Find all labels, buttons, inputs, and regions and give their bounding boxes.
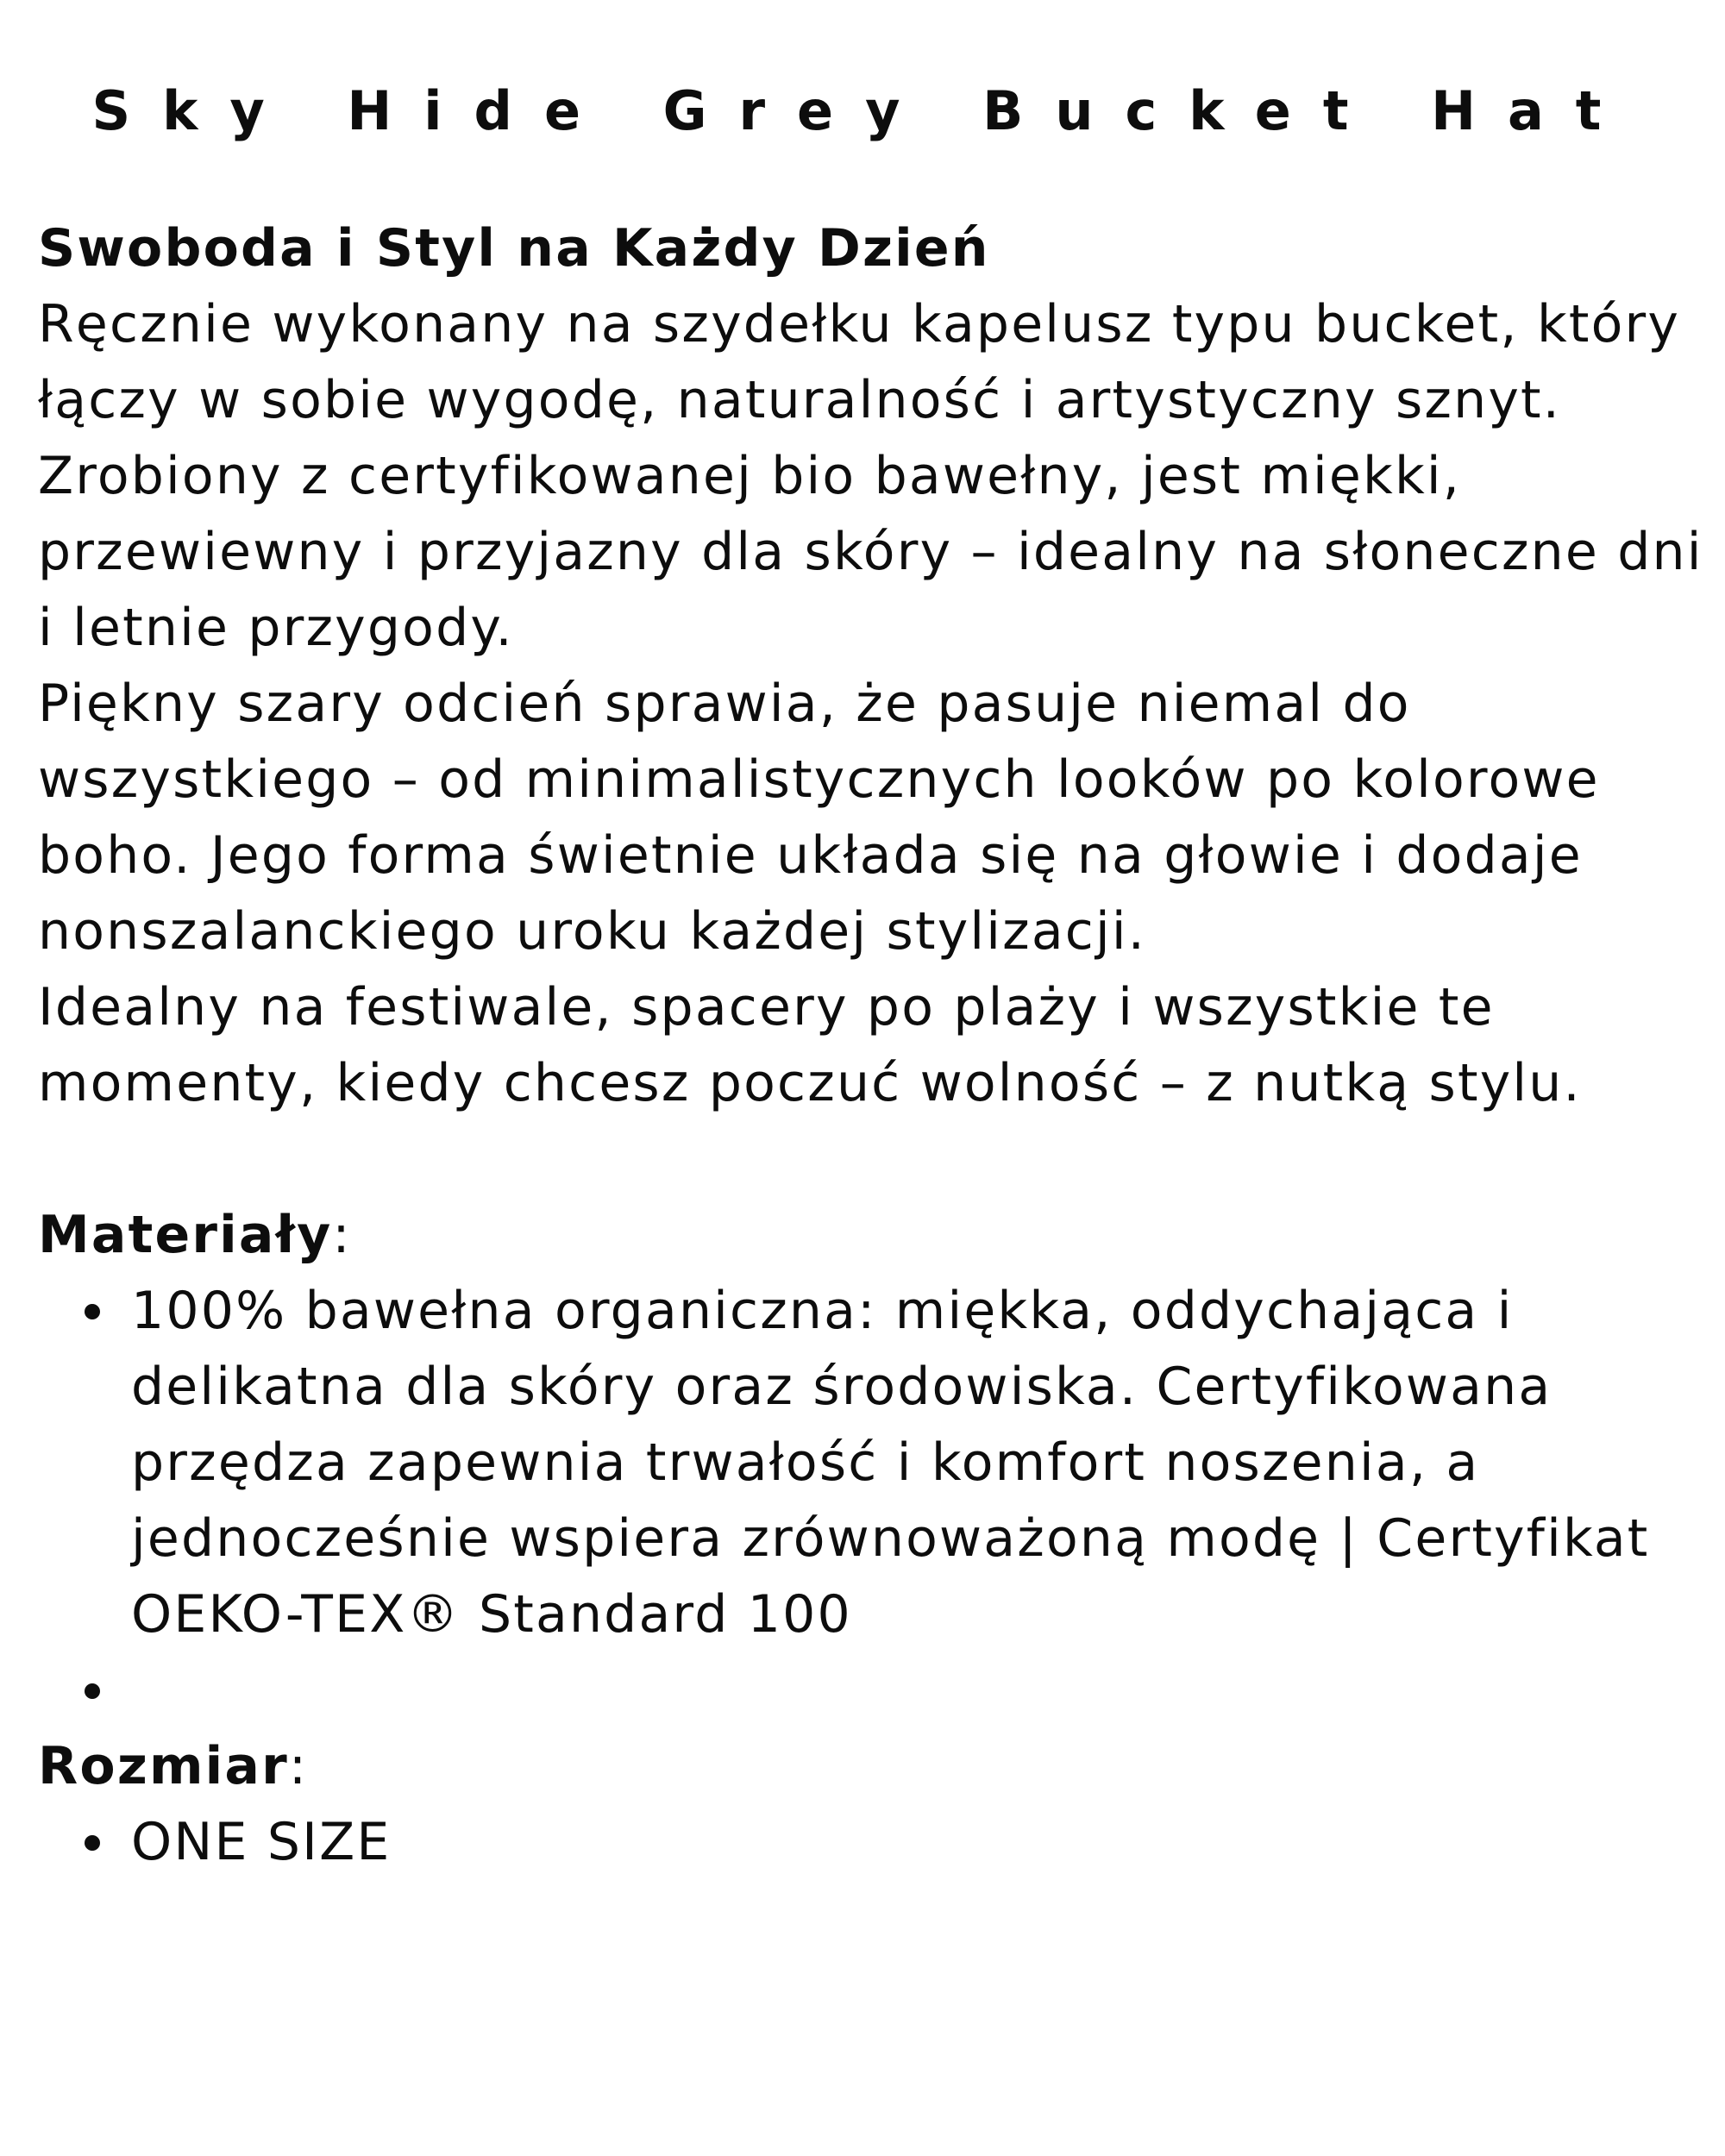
list-item [131, 1273, 1711, 1652]
size-colon: : [288, 1736, 309, 1796]
intro-heading: Swoboda i Styl na Każdy Dzień [38, 218, 990, 279]
size-label: Rozmiar [38, 1736, 289, 1796]
intro-paragraph-3: Idealny na festiwale, spacery po plaży i wszystkie te momenty, kiedy chcesz poczuć wolność – z nutką stylu. [38, 977, 1582, 1113]
size-heading [38, 1728, 1711, 1804]
section-spacer [38, 1121, 1711, 1197]
materials-list [38, 1273, 1711, 1728]
materials-colon: : [332, 1205, 352, 1265]
bullet-icon [85, 1683, 100, 1699]
materials-item-1: 100% bawełna organiczna: miękka, oddychająca i delikatna dla skóry oraz środowiska. Certyfikowana przędza zapewnia trwałość i komfort noszenia, a jednocześnie wspiera zrównoważoną modę | Certyfikat OEKO-TEX® Standard 100 [131, 1281, 1650, 1645]
description-content [38, 210, 1711, 1880]
materials-label: Materiały [38, 1205, 333, 1265]
intro-paragraph-2: Piękny szary odcień sprawia, że pasuje niemal do wszystkiego – od minimalistycznych looków po kolorowe boho. Jego forma świetnie układa się na głowie i dodaje nonszalanckiego uroku każdej stylizacji. [38, 674, 1600, 962]
size-item-1: ONE SIZE [131, 1812, 392, 1872]
size-list [38, 1804, 1711, 1880]
page-title: Sky Hide Grey Bucket Hat [91, 78, 1634, 142]
list-item [131, 1652, 1711, 1728]
list-item [131, 1804, 1711, 1880]
intro-paragraph-1: Ręcznie wykonany na szydełku kapelusz typu bucket, który łączy w sobie wygodę, naturalność i artystyczny sznyt. Zrobiony z certyfikowanej bio bawełny, jest miękki, przewiewny i przyjazny dla skóry – idealny na słoneczne dni i letnie przygody. [38, 294, 1703, 658]
bullet-icon [85, 1304, 100, 1319]
materials-heading [38, 1197, 1711, 1273]
bullet-icon [85, 1835, 100, 1851]
